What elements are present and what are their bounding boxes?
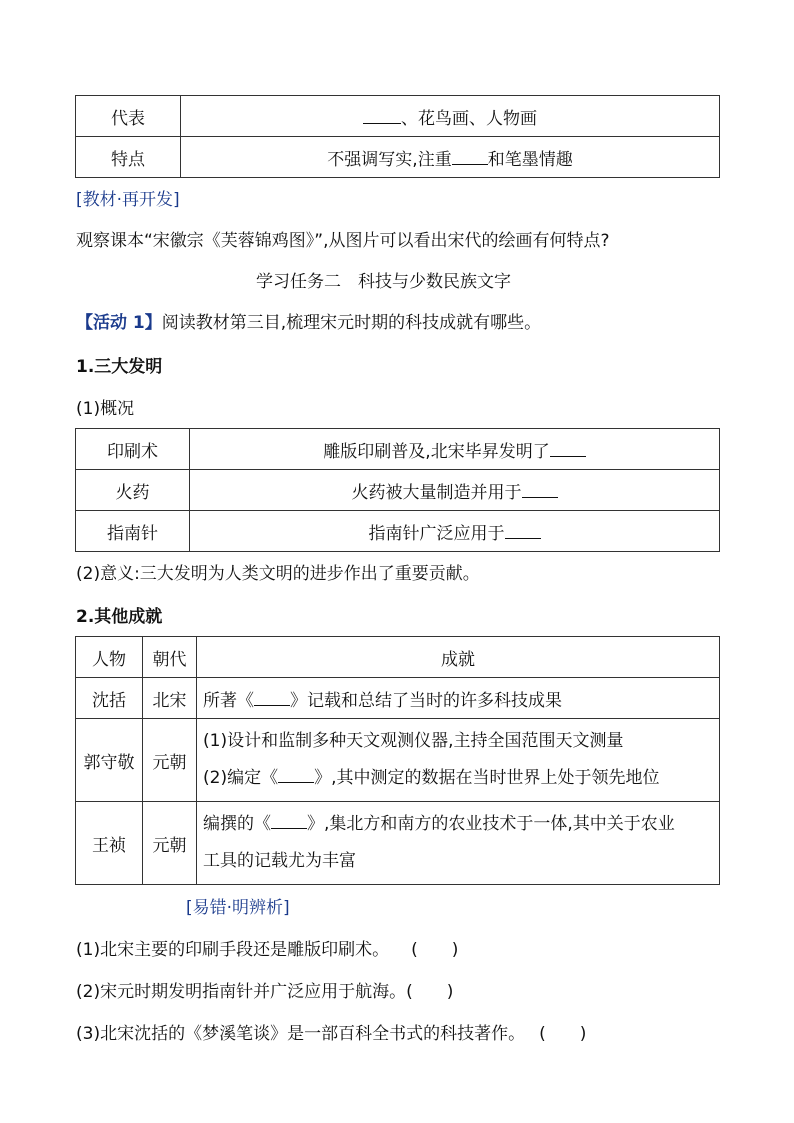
- answer-blank[interactable]: [505, 522, 541, 539]
- answer-blank[interactable]: [271, 812, 307, 829]
- section2-title: 2.其他成就: [76, 607, 163, 627]
- answer-paren[interactable]: ( ): [406, 982, 454, 1002]
- person-cell: 沈括: [76, 678, 143, 719]
- section1-title: 1.三大发明: [76, 357, 163, 377]
- achievements-table: [75, 636, 720, 885]
- art-table: [75, 95, 720, 178]
- achievement-line: (1)设计和监制多种天文观测仪器,主持全国范围天文测量: [203, 730, 624, 751]
- invention-name: 印刷术: [76, 429, 190, 470]
- invention-name: 火药: [76, 470, 190, 511]
- answer-paren[interactable]: ( ): [411, 940, 459, 960]
- header-person: 人物: [76, 637, 143, 678]
- invention-detail: 火药被大量制造并用于: [190, 470, 720, 511]
- achievement-cell: [197, 719, 720, 802]
- error-item: (2)宋元时期发明指南针并广泛应用于航海。( ): [76, 982, 454, 1002]
- answer-blank[interactable]: [522, 481, 558, 498]
- answer-blank[interactable]: [550, 440, 586, 457]
- answer-blank[interactable]: [363, 107, 401, 124]
- answer-blank[interactable]: [254, 689, 290, 706]
- activity1-label: 【活动 1】: [76, 313, 162, 333]
- error-item: (1)北宋主要的印刷手段还是雕版印刷术。 ( ): [76, 940, 459, 960]
- person-cell: 郭守敬: [76, 719, 143, 802]
- answer-paren[interactable]: ( ): [539, 1024, 587, 1044]
- art-label-representative: 代表: [76, 96, 181, 137]
- person-cell: 王祯: [76, 802, 143, 885]
- dynasty-cell: 北宋: [143, 678, 197, 719]
- significance: (2)意义:三大发明为人类文明的进步作出了重要贡献。: [76, 564, 480, 584]
- dynasty-cell: 元朝: [143, 719, 197, 802]
- achievement-line: 编撰的《 》,集北方和南方的农业技术于一体,其中关于农业: [203, 813, 675, 834]
- section1-sub: (1)概况: [76, 399, 135, 419]
- activity1: [76, 315, 541, 332]
- invention-name: 指南针: [76, 511, 190, 552]
- achievement-line: 工具的记载尤为丰富: [203, 851, 356, 871]
- answer-blank[interactable]: [452, 148, 488, 165]
- achievement-cell: [197, 802, 720, 885]
- invention-detail: 雕版印刷普及,北宋毕昇发明了: [190, 429, 720, 470]
- errors-heading: [易错·明辨析]: [186, 898, 290, 918]
- header-dynasty: 朝代: [143, 637, 197, 678]
- header-achievement: 成就: [197, 637, 720, 678]
- answer-blank[interactable]: [278, 766, 314, 783]
- rework-heading: [教材·再开发]: [76, 190, 180, 210]
- error-item: (3)北宋沈括的《梦溪笔谈》是一部百科全书式的科技著作。 ( ): [76, 1024, 587, 1044]
- achievement-cell: 所著《 》记载和总结了当时的许多科技成果: [197, 678, 720, 719]
- rework-question: 观察课本“宋徽宗《芙蓉锦鸡图》”,从图片可以看出宋代的绘画有何特点?: [76, 231, 610, 251]
- inventions-table: [75, 428, 720, 552]
- achievement-line: (2)编定《 》,其中测定的数据在当时世界上处于领先地位: [203, 768, 660, 788]
- task2-title: 学习任务二 科技与少数民族文字: [256, 272, 511, 292]
- art-cell-representative: 、花鸟画、人物画: [181, 96, 720, 137]
- art-label-feature: 特点: [76, 137, 181, 178]
- art-cell-feature: 不强调写实,注重 和笔墨情趣: [181, 137, 720, 178]
- invention-detail: 指南针广泛应用于: [190, 511, 720, 552]
- activity1-text: 阅读教材第三目,梳理宋元时期的科技成就有哪些。: [161, 313, 542, 333]
- dynasty-cell: 元朝: [143, 802, 197, 885]
